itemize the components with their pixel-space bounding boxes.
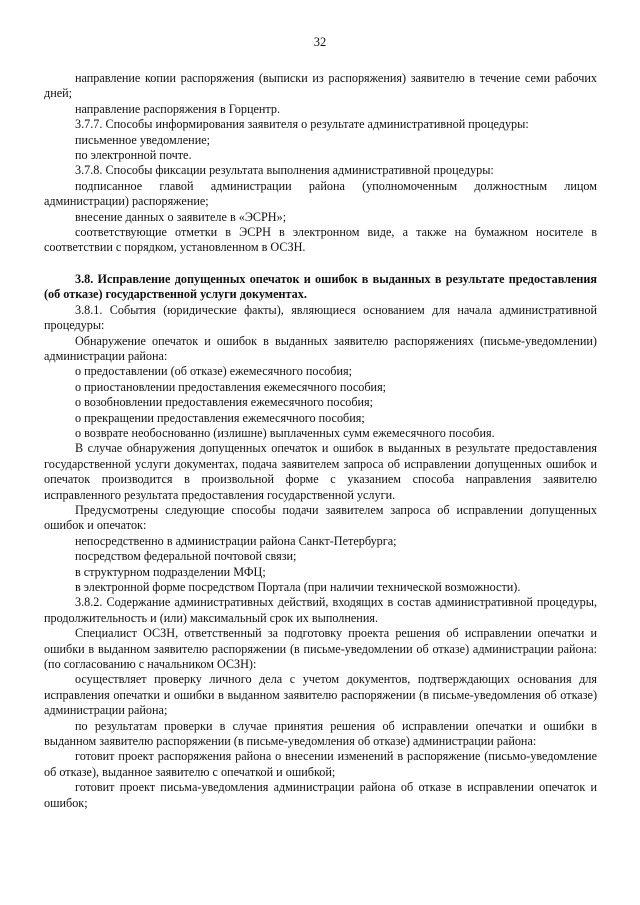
paragraph: посредством федеральной почтовой связи; <box>75 549 297 564</box>
paragraph: непосредственно в администрации района Санкт-Петербурга; <box>75 533 397 548</box>
paragraph: Обнаружение опечаток и ошибок в выданных заявителю распоряжениях (письме-уведомлении) администрации района: <box>44 333 597 363</box>
paragraph: по электронной почте. <box>75 148 192 163</box>
paragraph: о прекращении предоставления ежемесячного пособия; <box>75 410 365 425</box>
paragraph: внесение данных о заявителе в «ЭСРН»; <box>75 209 287 224</box>
document-body <box>44 71 597 811</box>
paragraph: Специалист ОСЗН, ответственный за подготовку проекта решения об исправлении опечатки и ошибки в выданном заявителю распоряжении (в письме-уведомлении об отказе) администрации района: (по согласованию с начальником ОСЗН): <box>44 626 597 672</box>
paragraph: Предусмотрены следующие способы подачи заявителем запроса об исправлении допущенных ошибок и опечаток: <box>44 502 597 533</box>
paragraph: письменное уведомление; <box>75 132 211 147</box>
paragraph: 3.7.7. Способы информирования заявителя о результате административной процедуры: <box>75 117 529 132</box>
paragraph: готовит проект распоряжения района о внесении изменений в распоряжение (письмо-уведомление об отказе), выданное заявителю с опечаткой и ошибкой; <box>44 749 597 779</box>
paragraph: 3.8.2. Содержание административных действий, входящих в состав административной процедуры, продолжительность и (или) максимальный срок их выполнения. <box>44 595 597 625</box>
paragraph: о приостановлении предоставления ежемесячного пособия; <box>75 379 387 394</box>
paragraph-gap <box>44 256 597 272</box>
paragraph: о предоставлении (об отказе) ежемесячного пособия; <box>75 364 352 379</box>
paragraph: В случае обнаружения допущенных опечаток и ошибок в выданных в результате предоставления государственной услуги документах, подача заявителем запроса об исправлении допущенных ошибок и опечаток производится в произвольной форме с указанием способа направления заявителю исправленного результата предоставления государственной услуги. <box>44 441 597 502</box>
paragraph: направление копии распоряжения (выписки из распоряжения) заявителю в течение семи рабочих дней; <box>44 71 597 101</box>
paragraph: в электронной форме посредством Портала (при наличии технической возможности). <box>75 580 521 594</box>
paragraph: готовит проект письма-уведомления администрации района об отказе в исправлении опечаток и ошибок; <box>44 780 597 810</box>
page-number: 32 <box>313 35 327 49</box>
section-heading: 3.8. Исправление допущенных опечаток и ошибок в выданных в результате предоставления (об отказе) государственной услуги документах. <box>44 271 597 302</box>
paragraph: осуществляет проверку личного дела с учетом документов, подтверждающих основания для исправления опечатки и ошибки в выданном заявителю распоряжении (в письме-уведомления об отказе) администрации района; <box>44 672 597 718</box>
paragraph: о возврате необоснованно (излишне) выплаченных сумм ежемесячного пособия. <box>75 425 495 440</box>
paragraph: 3.8.1. События (юридические факты), являющиеся основанием для начала административной процедуры: <box>44 302 597 333</box>
paragraph: направление распоряжения в Горцентр. <box>75 101 281 116</box>
paragraph: в структурном подразделении МФЦ; <box>75 564 266 579</box>
paragraph: о возобновлении предоставления ежемесячного пособия; <box>75 395 374 410</box>
paragraph: соответствующие отметки в ЭСРН в электронном виде, а также на бумажном носителе в соответствии с порядком, установленном в ОСЗН. <box>44 225 597 255</box>
paragraph: подписанное главой администрации района (уполномоченным должностным лицом администрации) распоряжение; <box>44 178 597 209</box>
paragraph: 3.7.8. Способы фиксации результата выполнения административной процедуры: <box>75 163 494 178</box>
paragraph: по результатам проверки в случае принятия решения об исправлении опечатки и ошибки в выданном заявителю распоряжении (в письме-уведомления об отказе) администрации района: <box>44 718 597 749</box>
